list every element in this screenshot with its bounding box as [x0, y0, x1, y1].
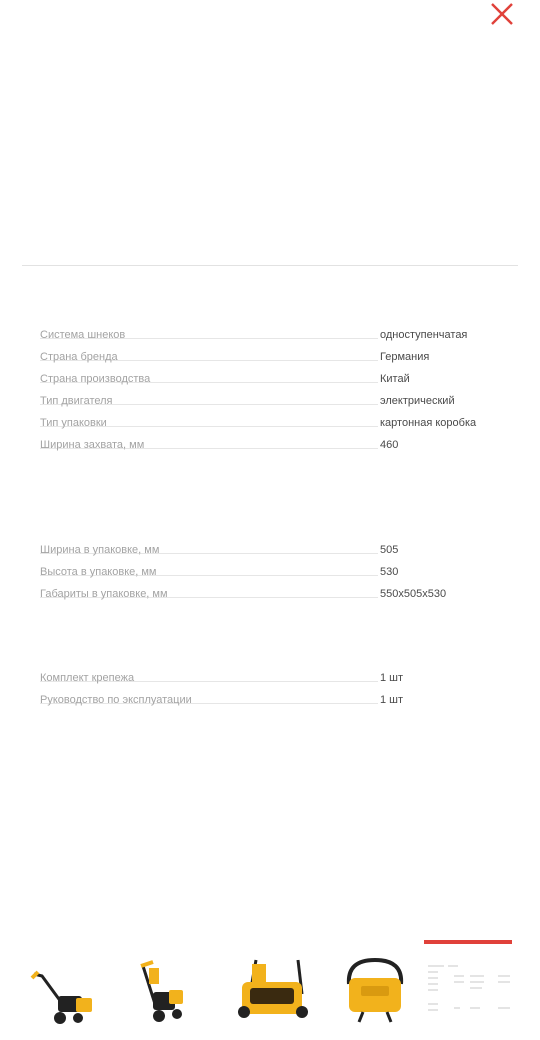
spec-row [40, 408, 500, 430]
spec-row [40, 685, 500, 707]
spec-label: Высота в упаковке, мм [40, 566, 157, 578]
spec-sheet-image [424, 954, 514, 1024]
spec-value: 505 [380, 544, 399, 556]
active-thumbnail-indicator [424, 940, 512, 944]
spec-value: 550x505x530 [380, 588, 447, 600]
thumbnail-strip [0, 940, 540, 1030]
spec-value: электрический [380, 395, 455, 407]
thumbnail-snowblower-side[interactable] [20, 940, 110, 1030]
spec-label: Страна бренда [40, 351, 118, 363]
spec-row [40, 364, 500, 386]
spec-value: Китай [380, 373, 410, 385]
spec-group-main [40, 320, 500, 452]
close-icon [490, 2, 514, 26]
snowblower-side-image [20, 954, 100, 1024]
spec-value: Германия [380, 351, 430, 363]
spec-row [40, 663, 500, 685]
spec-label: Комплект крепежа [40, 672, 135, 684]
thumbnail-snowblower-angle[interactable] [125, 940, 215, 1030]
spec-value: 530 [380, 566, 399, 578]
spec-value: 460 [380, 439, 399, 451]
thumbnail-snowblower-front[interactable] [230, 940, 320, 1030]
spec-group-kit [40, 663, 500, 707]
spec-row [40, 579, 500, 601]
snowblower-top-image [335, 954, 415, 1024]
spec-value: одноступенчатая [380, 329, 468, 341]
spec-label: Тип двигателя [40, 395, 113, 407]
spec-row [40, 320, 500, 342]
spec-row [40, 342, 500, 364]
spec-label: Система шнеков [40, 329, 126, 341]
spec-value: 1 шт [380, 694, 404, 706]
thumbnail-specification-sheet[interactable] [424, 940, 514, 1030]
spec-row [40, 557, 500, 579]
section-divider [22, 265, 518, 266]
spec-group-packaging [40, 535, 500, 601]
thumbnail-snowblower-top[interactable] [335, 940, 425, 1030]
spec-label: Руководство по эксплуатации [40, 694, 192, 706]
spec-label: Габариты в упаковке, мм [40, 588, 168, 600]
close-button[interactable] [490, 2, 514, 26]
spec-value: 1 шт [380, 672, 404, 684]
spec-row [40, 430, 500, 452]
spec-row [40, 535, 500, 557]
spec-label: Страна производства [40, 373, 151, 385]
spec-value: картонная коробка [380, 417, 477, 429]
snowblower-front-image [230, 954, 310, 1024]
spec-label: Ширина захвата, мм [40, 439, 145, 451]
spec-label: Ширина в упаковке, мм [40, 544, 160, 556]
snowblower-angle-image [125, 954, 205, 1024]
spec-label: Тип упаковки [40, 417, 107, 429]
spec-row [40, 386, 500, 408]
